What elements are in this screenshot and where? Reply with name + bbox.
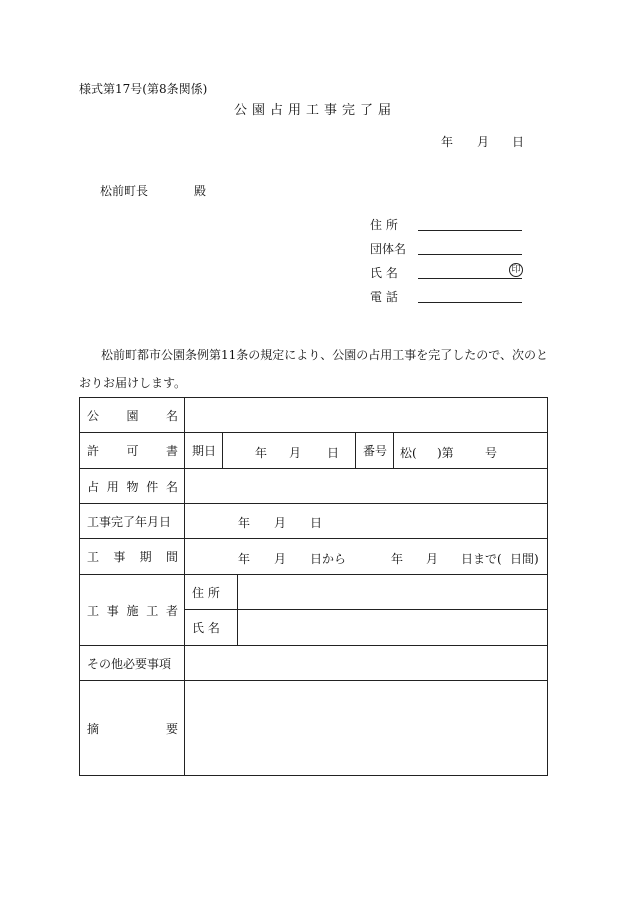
permit-number-mid: )第 — [437, 445, 454, 460]
applicant-name-field[interactable] — [418, 264, 522, 279]
row-permit — [80, 433, 548, 469]
contractor-address-field[interactable] — [238, 575, 548, 610]
form-number: 様式第17号(第8条関係) — [79, 82, 208, 96]
form-table — [79, 397, 548, 776]
applicant-group-label: 団体名 — [370, 242, 407, 256]
period-end-year: 年 — [391, 551, 404, 566]
header-date-year: 年 — [441, 135, 454, 149]
permit-date-month: 月 — [289, 445, 302, 460]
applicant-address-label: 住 所 — [370, 218, 398, 232]
period-label: 工 事 期 間 — [80, 539, 185, 575]
row-occupied-item — [80, 469, 548, 504]
occupied-item-label: 占 用 物 件 名 — [80, 469, 185, 504]
period-end-month: 月 — [426, 551, 439, 566]
other-field[interactable] — [185, 646, 548, 681]
period-end-day: 日まで( — [461, 551, 502, 566]
completion-date-field[interactable] — [185, 504, 548, 539]
contractor-address-label: 住 所 — [185, 575, 238, 610]
document-title: 公園占用工事完了届 — [233, 103, 396, 118]
row-park-name — [80, 398, 548, 433]
period-start-month: 月 — [274, 551, 287, 566]
applicant-name-label: 氏 名 — [370, 266, 398, 280]
period-start-day: 日から — [310, 551, 347, 566]
permit-number-prefix: 松( — [400, 445, 417, 460]
completion-date-year: 年 — [238, 516, 251, 530]
permit-date-day: 日 — [327, 445, 340, 460]
body-text: 松前町都市公園条例第11条の規定により、公園の占用工事を完了したので、次のとおりお届けします。 — [79, 348, 549, 390]
row-summary — [80, 681, 548, 776]
permit-label: 許 可 書 — [80, 433, 185, 469]
other-label: その他必要事項 — [80, 646, 185, 681]
occupied-item-field[interactable] — [185, 469, 548, 504]
permit-date-label: 期日 — [185, 433, 223, 469]
contractor-name-label: 氏 名 — [185, 610, 238, 646]
row-contractor-address — [80, 575, 548, 610]
seal-mark: 印 — [509, 263, 523, 277]
applicant-group-field[interactable] — [418, 240, 522, 255]
applicant-address-field[interactable] — [418, 216, 522, 231]
applicant-phone-field[interactable] — [418, 288, 522, 303]
addressee-honorific: 殿 — [194, 184, 207, 198]
applicant-phone-label: 電 話 — [370, 290, 398, 304]
park-name-field[interactable] — [185, 398, 548, 433]
completion-date-label: 工事完了年月日 — [80, 504, 185, 539]
permit-number-field[interactable] — [394, 433, 548, 469]
completion-date-day: 日 — [310, 516, 323, 530]
permit-date-year: 年 — [255, 445, 268, 460]
row-period — [80, 539, 548, 575]
permit-date-field[interactable] — [223, 433, 356, 469]
permit-number-label: 番号 — [356, 433, 394, 469]
period-days: 日間) — [510, 551, 539, 566]
header-date-month: 月 — [477, 135, 490, 149]
row-other — [80, 646, 548, 681]
summary-label: 摘 要 — [80, 681, 185, 776]
contractor-label: 工 事 施 工 者 — [80, 575, 185, 646]
period-start-year: 年 — [238, 551, 251, 566]
header-date-day: 日 — [512, 135, 525, 149]
period-field[interactable] — [185, 539, 548, 575]
summary-field[interactable] — [185, 681, 548, 776]
addressee-name: 松前町長 — [100, 184, 149, 198]
completion-date-month: 月 — [274, 516, 287, 530]
permit-number-suffix: 号 — [485, 445, 498, 460]
addressee — [100, 182, 206, 199]
row-completion-date — [80, 504, 548, 539]
contractor-name-field[interactable] — [238, 610, 548, 646]
park-name-label: 公 園 名 — [80, 398, 185, 433]
